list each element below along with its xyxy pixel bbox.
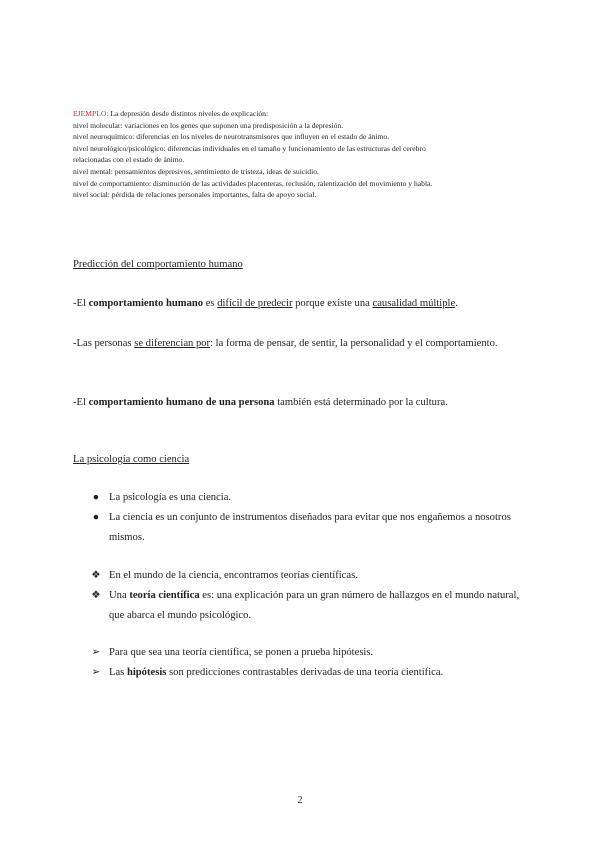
text: Las <box>109 667 127 678</box>
example-line-neurochemical: nivel neuroquímico: diferencias en los niveles de neurotransmisores que influyen en el estado de ánimo. <box>73 132 390 142</box>
bullet-theory-definition <box>89 586 529 626</box>
bullet-dot-icon: ● <box>92 512 100 523</box>
example-line-social: nivel social: pérdida de relaciones personales importantes, falta de apoyo social. <box>73 190 317 200</box>
text: también está determinado por la cultura. <box>274 397 448 408</box>
example-line-neurological: nivel neurológico/psicológico: diferencias individuales en el tamaño y funcionamiento de las estructuras del cerebro <box>73 143 426 153</box>
example-line-behavior: nivel de comportamiento: disminución de las actividades placenteras, reclusión, ralentización del movimiento y habla. <box>73 178 433 188</box>
example-label: EJEMPLO: <box>73 109 109 118</box>
example-intro: La depresión desde distintos niveles de explicación: <box>108 109 269 118</box>
underlined-text: se diferencian por <box>134 338 211 349</box>
text: -El <box>73 397 89 408</box>
bold-text: hipótesis <box>126 667 167 678</box>
bullet-text: En el mundo de la ciencia, encontramos teorías científicas. <box>109 570 358 581</box>
text: es <box>203 298 218 309</box>
bullet-text: Para que sea una teoría científica, se ponen a prueba hipótesis. <box>109 647 374 658</box>
text: es: una explicación para un gran número de hallazgos en el mundo natural, que abarca el mundo psicológico. <box>109 590 520 621</box>
bullet-dot-icon: ● <box>92 492 100 503</box>
page-number: 2 <box>297 795 303 806</box>
text: -El <box>73 298 89 309</box>
bullet-hypothesis-definition <box>89 663 529 683</box>
paragraph-differences <box>73 334 533 354</box>
bullet-science-definition <box>89 508 529 548</box>
text: Una <box>109 590 130 601</box>
section-heading-science: La psicología como ciencia <box>73 454 190 465</box>
text: porque existe una <box>292 298 373 309</box>
bold-text: comportamiento humano de una persona <box>88 397 275 408</box>
text: -Las personas <box>73 338 135 349</box>
diamond-bullet-icon: ❖ <box>91 570 101 581</box>
bullet-scientific-theories <box>89 566 529 586</box>
bullet-text: La ciencia es un conjunto de instrumentos diseñados para evitar que nos engañemos a nosotros mismos. <box>109 512 511 543</box>
arrow-bullet-icon: ➢ <box>91 647 101 658</box>
arrow-bullet-icon: ➢ <box>91 667 101 678</box>
bullet-psychology-science <box>89 488 529 508</box>
bold-text: teoría científica <box>129 590 200 601</box>
text: son predicciones contrastables derivadas de una teoría científica. <box>166 667 444 678</box>
bullet-text <box>109 586 529 626</box>
diamond-bullet-icon: ❖ <box>91 590 101 601</box>
paragraph-culture <box>73 393 533 413</box>
section-heading-prediction: Predicción del comportamiento humano <box>73 259 243 270</box>
underlined-text: causalidad múltiple <box>372 298 456 309</box>
example-line-molecular: nivel molecular: variaciones en los genes que suponen una predisposición a la depresión. <box>73 120 344 130</box>
bullet-text: La psicología es una ciencia. <box>109 492 232 503</box>
example-intro-line <box>73 108 533 120</box>
paragraph-unpredictable <box>73 294 533 314</box>
text: . <box>455 298 458 309</box>
example-line-mental: nivel mental: pensamientos depresivos, sentimiento de tristeza, ideas de suicidio. <box>73 166 319 176</box>
underlined-text: difícil de predecir <box>217 298 293 309</box>
bullet-hypothesis-testing <box>89 643 529 663</box>
example-block <box>73 108 533 201</box>
bold-text: comportamiento humano <box>88 298 204 309</box>
text: : la forma de pensar, de sentir, la personalidad y el comportamiento. <box>210 338 498 349</box>
bullet-text <box>109 663 529 683</box>
example-line-neurological-cont: relacionadas con el estado de ánimo. <box>73 155 185 165</box>
